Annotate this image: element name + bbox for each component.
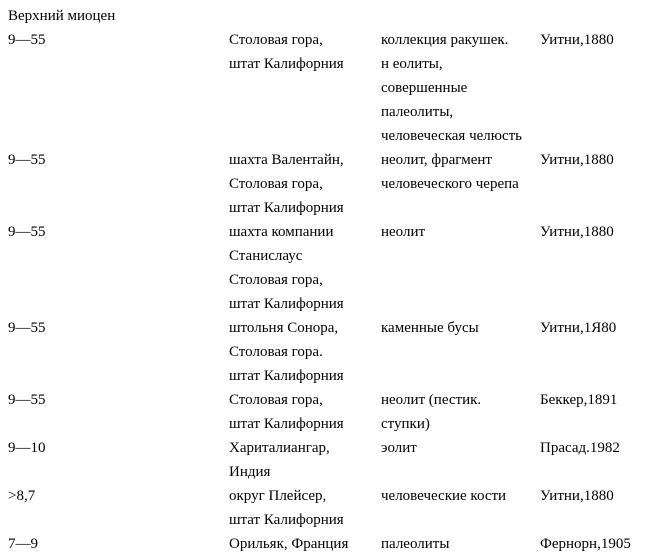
- age-cell: 9—55: [8, 224, 46, 240]
- age-cell: 9—55: [8, 152, 46, 168]
- site-cell-line: штат Калифорния: [229, 56, 344, 72]
- site-cell-line: Орильяк, Франция: [229, 536, 349, 552]
- find-cell-line: каменные бусы: [381, 320, 479, 336]
- site-cell: [229, 484, 381, 532]
- age-cell: >8,7: [8, 488, 36, 504]
- site-cell: [229, 436, 381, 484]
- section-heading: Верхний миоцен: [8, 8, 116, 24]
- findings-table: [0, 28, 650, 556]
- reference-cell: Беккер,1891: [540, 392, 618, 408]
- find-cell-line: эолит: [381, 440, 417, 456]
- site-cell-line: Столовая гора,: [229, 176, 323, 192]
- site-cell-line: Столовая гора.: [229, 344, 323, 360]
- table-row: [0, 532, 650, 556]
- find-cell-line: н еолиты,: [381, 56, 443, 72]
- table-row: [0, 484, 650, 532]
- table-row: [0, 388, 650, 436]
- reference-cell: Прасад.1982: [540, 440, 620, 456]
- find-cell: [381, 148, 540, 220]
- site-cell-line: Столовая гора,: [229, 272, 323, 288]
- find-cell-line: палеолиты: [381, 536, 450, 552]
- age-cell: 9—55: [8, 392, 46, 408]
- site-cell-line: округ Плейсер,: [229, 488, 327, 504]
- site-cell-line: штат Калифорния: [229, 512, 344, 528]
- reference-cell: Уитни,1880: [540, 224, 614, 240]
- find-cell-line: человеческие кости: [381, 488, 507, 504]
- age-cell: 7—9: [8, 536, 38, 552]
- find-cell-line: неолит: [381, 224, 426, 240]
- find-cell: [381, 532, 540, 556]
- site-cell: [229, 532, 381, 556]
- reference-cell: Фернорн,1905: [540, 536, 631, 552]
- reference-cell: Уитни,1Я80: [540, 320, 617, 336]
- reference-cell: Уитни,1880: [540, 32, 614, 48]
- find-cell-line: коллекция ракушек.: [381, 32, 509, 48]
- site-cell-line: штат Калифорния: [229, 296, 344, 312]
- site-cell-line: шахта компании: [229, 224, 334, 240]
- site-cell: [229, 148, 381, 220]
- table-row: [0, 148, 650, 220]
- site-cell-line: штат Калифорния: [229, 200, 344, 216]
- site-cell-line: Станислаус: [229, 248, 303, 264]
- site-cell-line: штольня Сонора,: [229, 320, 339, 336]
- find-cell-line: неолит, фрагмент: [381, 152, 492, 168]
- site-cell-line: штат Калифорния: [229, 416, 344, 432]
- find-cell: [381, 220, 540, 316]
- find-cell: [381, 28, 540, 148]
- age-cell: 9—55: [8, 320, 46, 336]
- site-cell-line: штат Калифорния: [229, 368, 344, 384]
- find-cell-line: человеческая челюсть: [381, 128, 523, 144]
- site-cell: [229, 28, 381, 148]
- table-row: [0, 220, 650, 316]
- find-cell-line: палеолиты,: [381, 104, 454, 120]
- find-cell-line: человеческого черепа: [381, 176, 519, 192]
- site-cell-line: Индия: [229, 464, 271, 480]
- site-cell-line: Столовая гора,: [229, 392, 323, 408]
- age-cell: 9—55: [8, 32, 46, 48]
- site-cell-line: Хариталиангар,: [229, 440, 330, 456]
- find-cell-line: совершенные: [381, 80, 468, 96]
- table-row: [0, 28, 650, 148]
- site-cell: [229, 220, 381, 316]
- site-cell-line: Столовая гора,: [229, 32, 323, 48]
- find-cell: [381, 436, 540, 484]
- age-cell: 9—10: [8, 440, 46, 456]
- site-cell: [229, 316, 381, 388]
- find-cell: [381, 388, 540, 436]
- find-cell: [381, 316, 540, 388]
- site-cell: [229, 388, 381, 436]
- find-cell: [381, 484, 540, 532]
- site-cell-line: шахта Валентайн,: [229, 152, 344, 168]
- table-row: [0, 436, 650, 484]
- find-cell-line: неолит (пестик.: [381, 392, 482, 408]
- reference-cell: Уитни,1880: [540, 488, 614, 504]
- table-row: [0, 316, 650, 388]
- find-cell-line: ступки): [381, 416, 430, 432]
- reference-cell: Уитни,1880: [540, 152, 614, 168]
